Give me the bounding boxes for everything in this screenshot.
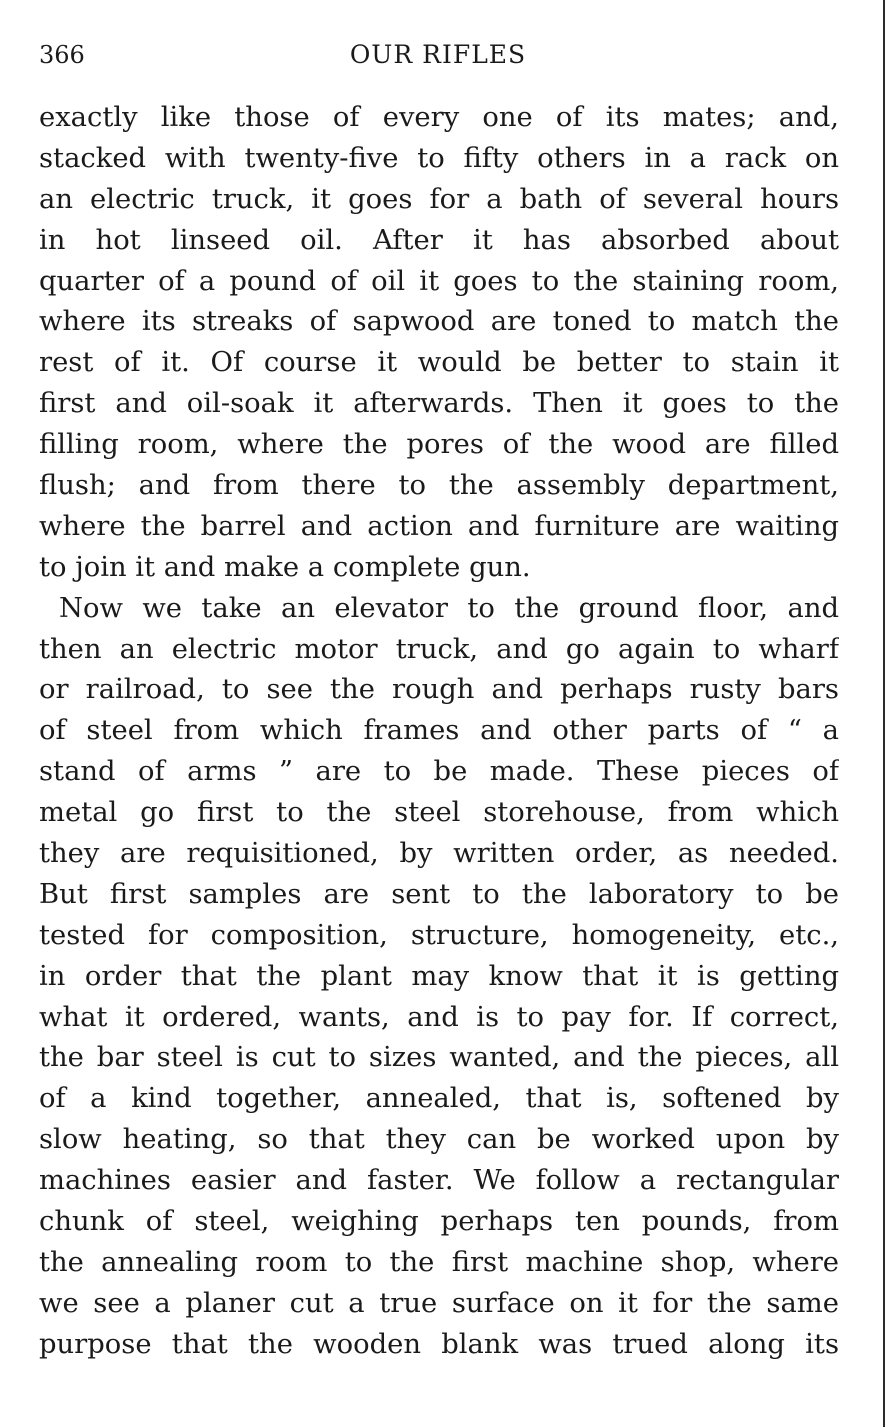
text-line: stand of arms ” are to be made. These pieces of xyxy=(39,756,839,788)
running-title: OUR RIFLES xyxy=(349,40,527,69)
text-line: first and oil-soak it afterwards. Then it goes to the xyxy=(39,388,839,420)
text-line: Now we take an elevator to the ground floor, and xyxy=(59,592,839,624)
text-line: filling room, where the pores of the wood are filled xyxy=(39,429,839,461)
page-number: 366 xyxy=(39,41,85,69)
text-line: of steel from which frames and other parts of “ a xyxy=(39,715,839,747)
text-line: But first samples are sent to the laboratory to be xyxy=(39,878,839,910)
text-line: what it ordered, wants, and is to pay for. If correct, xyxy=(39,1001,839,1033)
text-line: or railroad, to see the rough and perhaps rusty bars xyxy=(39,674,839,706)
text-line: quarter of a pound of oil it goes to the staining room, xyxy=(39,265,839,297)
text-line: where the barrel and action and furniture are waiting xyxy=(39,510,839,542)
text-line: stacked with twenty-five to fifty others in a rack on xyxy=(39,142,839,174)
text-line: we see a planer cut a true surface on it for the same xyxy=(39,1287,839,1319)
text-line: purpose that the wooden blank was trued along its xyxy=(39,1328,839,1360)
text-line: an electric truck, it goes for a bath of several hours xyxy=(39,183,839,215)
paragraph xyxy=(39,589,839,1366)
page-header xyxy=(39,38,837,72)
text-line: flush; and from there to the assembly department, xyxy=(39,470,839,502)
text-line: where its streaks of sapwood are toned to match the xyxy=(39,306,839,338)
text-line: exactly like those of every one of its mates; and, xyxy=(39,102,839,133)
text-line: the bar steel is cut to sizes wanted, and the pieces, all xyxy=(39,1042,839,1074)
text-line: rest of it. Of course it would be better to stain it xyxy=(39,347,839,379)
text-line: chunk of steel, weighing perhaps ten pounds, from xyxy=(39,1206,839,1238)
text-line: then an electric motor truck, and go again to wharf xyxy=(39,633,839,665)
text-line: machines easier and faster. We follow a rectangular xyxy=(39,1165,839,1197)
text-line: of a kind together, annealed, that is, softened by xyxy=(39,1083,839,1115)
text-line: tested for composition, structure, homogeneity, etc., xyxy=(39,919,839,951)
text-line: metal go first to the steel storehouse, from which xyxy=(39,797,839,829)
text-line: the annealing room to the first machine shop, where xyxy=(39,1246,839,1278)
text-line: in hot linseed oil. After it has absorbed about xyxy=(39,224,839,256)
text-line: they are requisitioned, by written order, as needed. xyxy=(39,838,839,870)
body-text xyxy=(39,98,839,1366)
paragraph xyxy=(39,98,839,589)
text-line: slow heating, so that they can be worked upon by xyxy=(39,1124,839,1156)
text-line: to join it and make a complete gun. xyxy=(39,551,531,583)
text-line: in order that the plant may know that it is getting xyxy=(39,960,839,992)
